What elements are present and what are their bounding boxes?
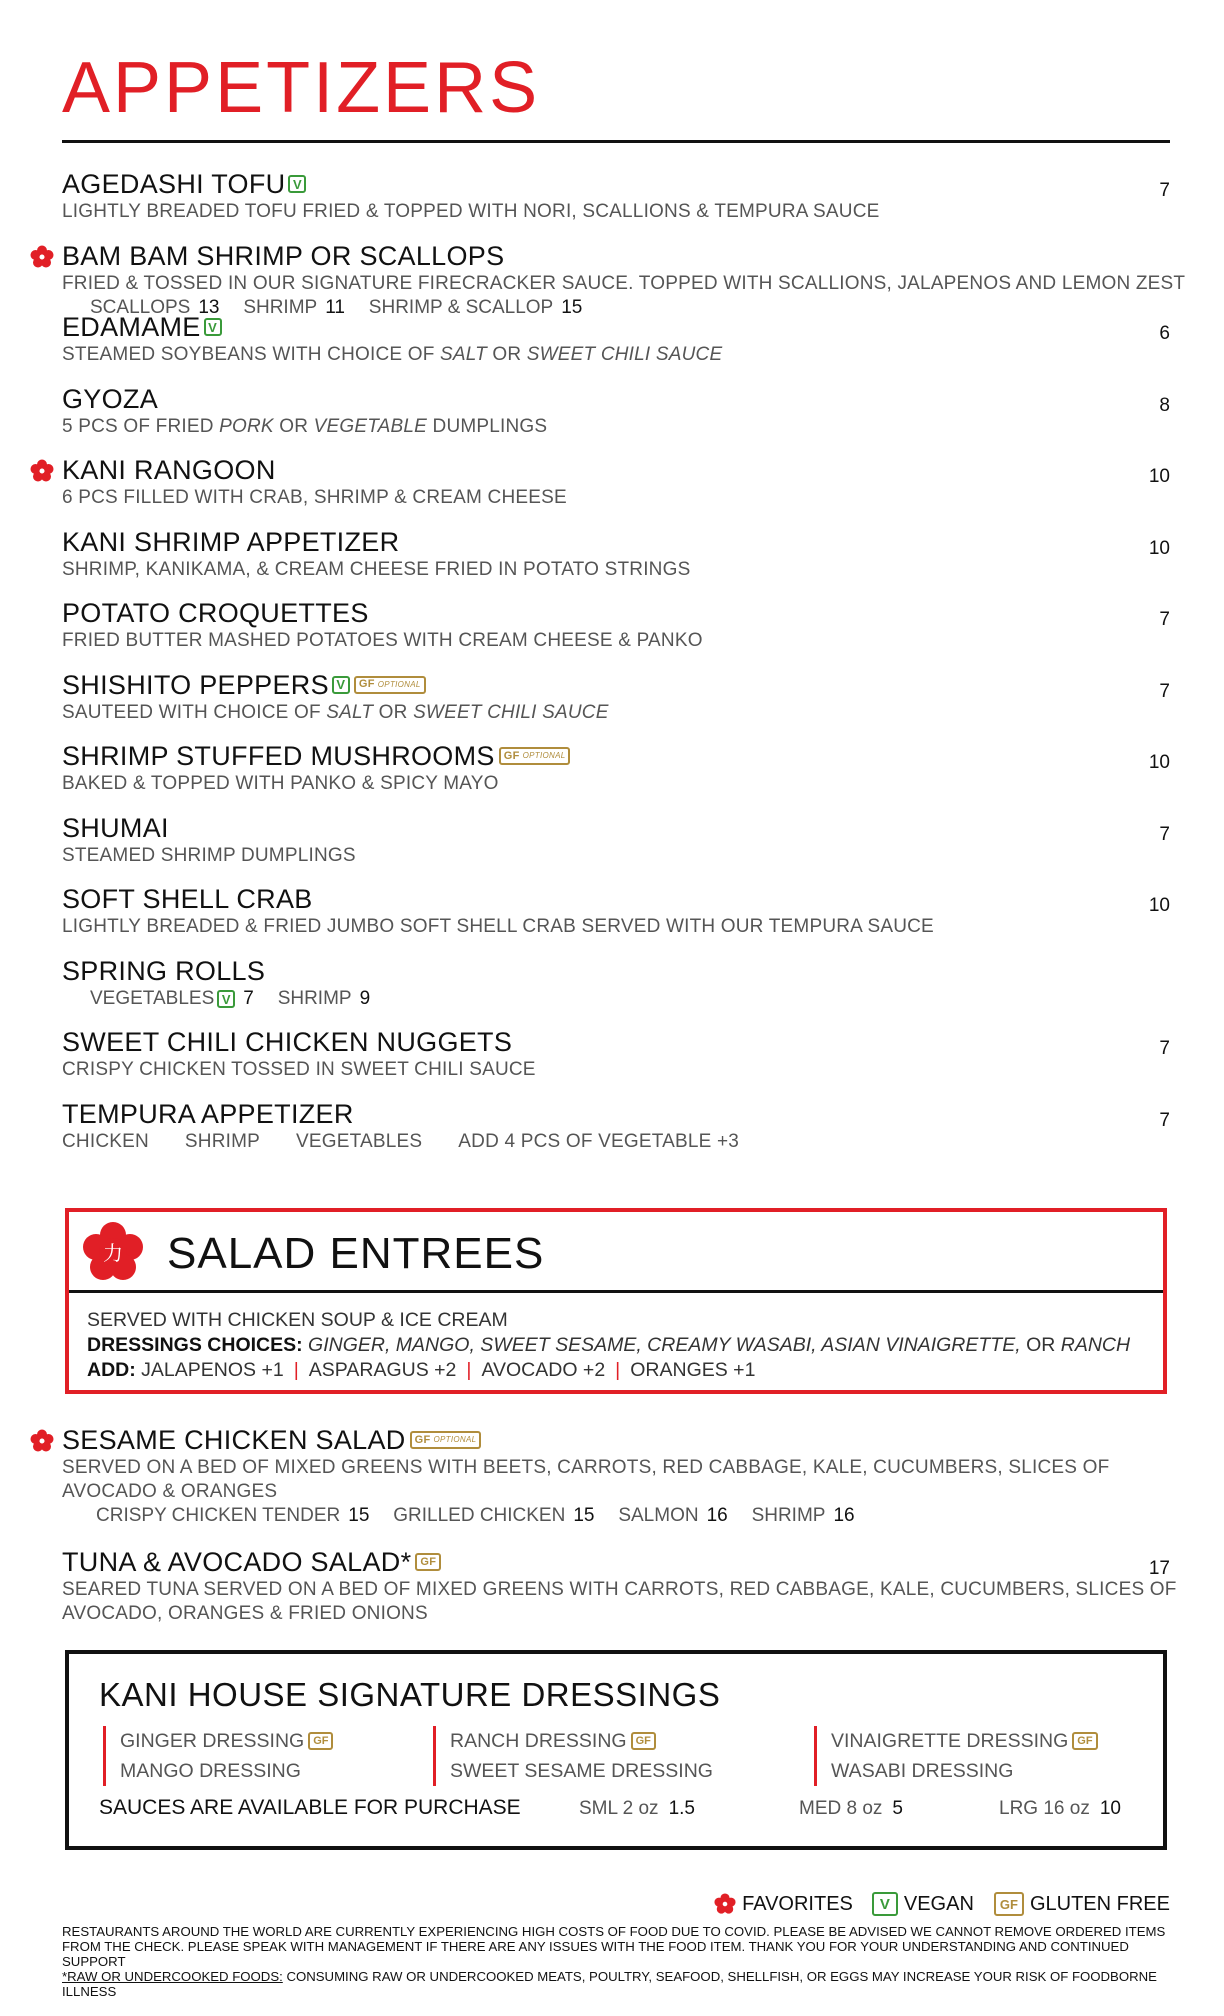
appetizers-list bbox=[62, 168, 1186, 1169]
desc-text: OR bbox=[273, 415, 314, 437]
option-label: VEGETABLES bbox=[90, 987, 215, 1009]
option-price: 13 bbox=[198, 296, 220, 318]
legend-gf-label: GLUTEN FREE bbox=[1029, 1892, 1170, 1915]
item-options bbox=[62, 1130, 1170, 1154]
option-price: 7 bbox=[243, 987, 254, 1009]
desc-choice: SWEET CHILI SAUCE bbox=[526, 344, 723, 365]
item-description: FRIED BUTTER MASHED POTATOES WITH CREAM CHEESE & PANKO bbox=[62, 630, 703, 651]
item-name-text: BAM BAM SHRIMP OR SCALLOPS bbox=[62, 240, 505, 271]
raw-food-warning bbox=[62, 1969, 1170, 1999]
gf-optional-label: OPTIONAL bbox=[377, 679, 421, 689]
desc-text: DUMPLINGS bbox=[427, 415, 548, 437]
item-name bbox=[62, 883, 1170, 915]
item-name-text: TUNA & AVOCADO SALAD* bbox=[62, 1547, 412, 1577]
desc-text: OR bbox=[486, 344, 527, 365]
dressing-item bbox=[831, 1726, 1098, 1756]
favorite-star-icon bbox=[30, 1429, 54, 1453]
item-price: 7 bbox=[1159, 680, 1170, 702]
dressing-column bbox=[103, 1726, 333, 1786]
option-label: SHRIMP bbox=[243, 296, 318, 318]
gf-optional-badge-icon: GF OPTIONAL bbox=[499, 747, 571, 765]
desc-text: STEAMED SOYBEANS WITH CHOICE OF bbox=[62, 344, 440, 365]
dressing-name: MANGO DRESSING bbox=[120, 1760, 301, 1782]
menu-item bbox=[62, 526, 1170, 598]
item-name bbox=[62, 383, 1170, 415]
size-label: LRG 16 oz bbox=[999, 1798, 1090, 1819]
addon-item: AVOCADO +2 bbox=[481, 1359, 606, 1381]
item-description: CRISPY CHICKEN TOSSED IN SWEET CHILI SAUCE bbox=[62, 1059, 536, 1080]
option-label: CRISPY CHICKEN TENDER bbox=[96, 1505, 341, 1526]
svg-text:力: 力 bbox=[103, 1241, 123, 1265]
raw-text: CONSUMING RAW OR UNDERCOOKED MEATS, POULTRY, SEAFOOD, SHELLFISH, OR EGGS MAY INCREASE YOUR RISK OF FOODBORNE ILLNESS bbox=[62, 1969, 1157, 1999]
menu-item bbox=[62, 740, 1170, 812]
item-name-text: KANI SHRIMP APPETIZER bbox=[62, 526, 400, 557]
item-name bbox=[62, 1026, 1170, 1058]
option-label: SCALLOPS bbox=[90, 296, 191, 318]
salad-section-title: SALAD ENTREES bbox=[167, 1229, 545, 1278]
desc-choice: SWEET CHILI SAUCE bbox=[413, 701, 609, 723]
item-name bbox=[62, 168, 1170, 200]
option-label: CHICKEN bbox=[62, 1130, 149, 1152]
legend-favorites-label: FAVORITES bbox=[742, 1892, 853, 1915]
salad-served-line: SERVED WITH CHICKEN SOUP & ICE CREAM bbox=[87, 1309, 508, 1331]
menu-item bbox=[62, 597, 1170, 669]
add-label: ADD: bbox=[87, 1359, 136, 1381]
addon-item: ORANGES +1 bbox=[630, 1359, 756, 1381]
option-price: 15 bbox=[573, 1505, 595, 1526]
option-price: 15 bbox=[561, 296, 583, 318]
item-name-text: SESAME CHICKEN SALAD bbox=[62, 1425, 406, 1455]
item-name-text: AGEDASHI TOFU bbox=[62, 169, 286, 199]
addon-item: JALAPENOS +1 bbox=[141, 1359, 284, 1381]
item-name bbox=[62, 1098, 1170, 1130]
salad-info bbox=[87, 1308, 1130, 1383]
addon-separator: | bbox=[615, 1359, 621, 1381]
dressings-last: RANCH bbox=[1060, 1334, 1131, 1356]
favorite-star-icon bbox=[30, 245, 54, 269]
fine-print bbox=[62, 1924, 1170, 1999]
option-label: SHRIMP bbox=[751, 1505, 826, 1526]
item-name bbox=[62, 240, 1170, 272]
size-price: 5 bbox=[892, 1798, 903, 1819]
item-name bbox=[62, 669, 1170, 701]
menu-item bbox=[62, 669, 1170, 741]
item-description: FRIED & TOSSED IN OUR SIGNATURE FIRECRACKER SAUCE. TOPPED WITH SCALLIONS, JALAPENOS AND LEMON ZEST bbox=[62, 272, 1186, 294]
item-name-text: SPRING ROLLS bbox=[62, 955, 266, 986]
desc-choice: SALT bbox=[326, 701, 374, 723]
gf-optional-badge-icon: GF OPTIONAL bbox=[354, 676, 426, 694]
item-price: 17 bbox=[1148, 1558, 1170, 1579]
gf-badge-icon: GF bbox=[308, 1732, 333, 1750]
salad-addons-line bbox=[87, 1358, 1130, 1383]
legend bbox=[698, 1892, 1170, 1916]
item-price: 10 bbox=[1148, 895, 1170, 916]
sauce-size bbox=[579, 1798, 695, 1820]
blossom-logo-icon bbox=[81, 1220, 145, 1284]
item-price: 7 bbox=[1159, 823, 1170, 845]
item-description: LIGHTLY BREADED & FRIED JUMBO SOFT SHELL CRAB SERVED WITH OUR TEMPURA SAUCE bbox=[62, 916, 934, 937]
desc-text: 5 PCS OF FRIED bbox=[62, 415, 220, 437]
size-price: 10 bbox=[1099, 1798, 1121, 1819]
dressing-item bbox=[120, 1756, 333, 1786]
menu-item bbox=[62, 812, 1170, 884]
item-name bbox=[62, 812, 1170, 844]
item-price: 7 bbox=[1159, 1038, 1170, 1059]
vegan-badge-icon: V bbox=[204, 318, 222, 336]
menu-item bbox=[62, 1026, 1170, 1098]
vegan-badge-icon: V bbox=[288, 175, 306, 193]
option-price: 11 bbox=[325, 296, 345, 318]
dressings-label: DRESSINGS CHOICES: bbox=[87, 1334, 303, 1356]
item-name-text: SHRIMP STUFFED MUSHROOMS bbox=[62, 741, 495, 771]
dressing-name: VINAIGRETTE DRESSING bbox=[831, 1730, 1069, 1752]
item-description: BAKED & TOPPED WITH PANKO & SPICY MAYO bbox=[62, 773, 499, 794]
vegan-badge-icon: V bbox=[872, 1892, 898, 1916]
dressing-column bbox=[433, 1726, 713, 1786]
item-name-text: SHISHITO PEPPERS bbox=[62, 669, 329, 700]
purchase-label: SAUCES ARE AVAILABLE FOR PURCHASE bbox=[99, 1796, 521, 1819]
item-description: AVOCADO, ORANGES & FRIED ONIONS bbox=[62, 1603, 428, 1624]
option-label: SHRIMP bbox=[277, 987, 352, 1009]
item-description: STEAMED SHRIMP DUMPLINGS bbox=[62, 844, 356, 866]
signature-title: KANI HOUSE SIGNATURE DRESSINGS bbox=[99, 1676, 721, 1713]
option-price: 16 bbox=[833, 1505, 855, 1526]
menu-item bbox=[62, 383, 1170, 455]
dressing-item bbox=[831, 1756, 1098, 1786]
item-name bbox=[62, 1424, 1170, 1456]
dressing-name: RANCH DRESSING bbox=[450, 1730, 627, 1752]
dressing-name: GINGER DRESSING bbox=[120, 1730, 305, 1752]
signature-dressings-box bbox=[65, 1650, 1167, 1850]
gf-optional-label: OPTIONAL bbox=[522, 751, 566, 760]
item-price: 6 bbox=[1159, 323, 1170, 344]
item-name-text: SOFT SHELL CRAB bbox=[62, 884, 313, 914]
option-label: VEGETABLES bbox=[296, 1130, 423, 1152]
desc-choice: PORK bbox=[219, 415, 274, 437]
legend-vegan-label: VEGAN bbox=[903, 1892, 974, 1915]
gf-badge-icon: GF bbox=[415, 1553, 441, 1571]
desc-text: SAUTEED WITH CHOICE OF bbox=[62, 701, 327, 723]
menu-item bbox=[62, 240, 1186, 318]
size-label: MED 8 oz bbox=[799, 1798, 883, 1819]
page-title: APPETIZERS bbox=[62, 48, 541, 128]
gf-badge-icon: GF bbox=[1072, 1732, 1097, 1750]
option-price: 15 bbox=[348, 1505, 370, 1526]
item-name bbox=[62, 454, 1170, 486]
item-options bbox=[62, 1504, 1170, 1528]
item-name-text: KANI RANGOON bbox=[62, 455, 276, 485]
dressing-column bbox=[814, 1726, 1098, 1786]
option-label: GRILLED CHICKEN bbox=[393, 1505, 566, 1526]
item-price: 7 bbox=[1159, 180, 1170, 201]
sauce-size bbox=[799, 1798, 903, 1820]
item-description: 6 PCS FILLED WITH CRAB, SHRIMP & CREAM CHEESE bbox=[62, 487, 567, 508]
item-description bbox=[62, 343, 1170, 367]
desc-choice: SALT bbox=[440, 344, 487, 365]
menu-item bbox=[62, 955, 1170, 1027]
dressing-item bbox=[450, 1756, 713, 1786]
menu-item bbox=[62, 1098, 1170, 1170]
dressings-list: GINGER, MANGO, SWEET SESAME, CREAMY WASABI, ASIAN VINAIGRETTE, bbox=[308, 1334, 1021, 1356]
legend-gluten-free bbox=[990, 1892, 1170, 1916]
item-description bbox=[62, 701, 1170, 725]
item-name bbox=[62, 597, 1170, 629]
option-label: SHRIMP & SCALLOP bbox=[368, 296, 554, 318]
item-name-text: GYOZA bbox=[62, 383, 159, 414]
dressings-or: OR bbox=[1020, 1334, 1061, 1356]
item-description: SEARED TUNA SERVED ON A BED OF MIXED GREENS WITH CARROTS, RED CABBAGE, KALE, CUCUMBERS, SLICES OF bbox=[62, 1579, 1177, 1600]
sauce-purchase-row bbox=[99, 1796, 1133, 1820]
item-price: 7 bbox=[1159, 1109, 1170, 1131]
item-price: 10 bbox=[1148, 752, 1170, 773]
option-price: 16 bbox=[706, 1505, 728, 1526]
salad-item bbox=[62, 1546, 1177, 1626]
salad-divider bbox=[69, 1290, 1163, 1293]
item-name bbox=[62, 955, 1170, 987]
size-label: SML 2 oz bbox=[579, 1798, 659, 1819]
salads-list bbox=[62, 1424, 1177, 1626]
gf-badge-icon: GF bbox=[631, 1732, 656, 1750]
item-description: AVOCADO & ORANGES bbox=[62, 1481, 278, 1502]
item-price: 7 bbox=[1159, 609, 1170, 630]
favorite-star-icon bbox=[714, 1893, 736, 1915]
legend-vegan bbox=[869, 1892, 974, 1916]
item-description: LIGHTLY BREADED TOFU FRIED & TOPPED WITH NORI, SCALLIONS & TEMPURA SAUCE bbox=[62, 201, 880, 222]
title-divider bbox=[62, 140, 1170, 143]
item-description bbox=[62, 415, 1170, 439]
item-price: 8 bbox=[1159, 394, 1170, 416]
dressing-name: SWEET SESAME DRESSING bbox=[450, 1760, 713, 1782]
dressing-name: WASABI DRESSING bbox=[831, 1760, 1014, 1782]
item-name bbox=[62, 311, 1170, 343]
sauce-size bbox=[999, 1798, 1121, 1820]
favorite-star-icon bbox=[30, 459, 54, 483]
item-name bbox=[62, 740, 1170, 772]
covid-notice: RESTAURANTS AROUND THE WORLD ARE CURRENTLY EXPERIENCING HIGH COSTS OF FOOD DUE TO COVID. PLEASE BE ADVISED WE CANNOT REMOVE ORDERED ITEMS FROM THE CHECK. PLEASE SPEAK WITH MANAGEMENT IF THERE ARE ANY ISSUES WITH THE FOOD ITEM. THANK YOU FOR YOUR UNDERSTANDING AND CONTINUED SUPPORT bbox=[62, 1924, 1166, 1969]
gf-badge-icon: GF bbox=[994, 1892, 1024, 1916]
addon-separator: | bbox=[466, 1359, 472, 1381]
dressing-item bbox=[120, 1726, 333, 1756]
item-name-text: POTATO CROQUETTES bbox=[62, 598, 369, 628]
item-description: SERVED ON A BED OF MIXED GREENS WITH BEETS, CARROTS, RED CABBAGE, KALE, CUCUMBERS, SLICES OF bbox=[62, 1457, 1110, 1478]
item-name-text: SHUMAI bbox=[62, 812, 169, 843]
item-name bbox=[62, 1546, 1170, 1578]
size-price: 1.5 bbox=[668, 1798, 695, 1819]
item-name-text: TEMPURA APPETIZER bbox=[62, 1098, 354, 1129]
item-options bbox=[62, 987, 1170, 1011]
option-price: 9 bbox=[359, 987, 371, 1009]
gf-optional-label: OPTIONAL bbox=[433, 1435, 477, 1444]
salad-entrees-box bbox=[65, 1208, 1167, 1394]
menu-item bbox=[62, 883, 1170, 955]
menu-item bbox=[62, 168, 1170, 240]
item-name bbox=[62, 526, 1170, 558]
option-label: SHRIMP bbox=[184, 1130, 261, 1152]
vegan-badge-icon: V bbox=[217, 990, 235, 1008]
item-price: 10 bbox=[1148, 537, 1170, 559]
vegan-badge-icon: V bbox=[332, 676, 350, 694]
item-name-text: SWEET CHILI CHICKEN NUGGETS bbox=[62, 1027, 513, 1057]
desc-text: OR bbox=[373, 701, 414, 723]
menu-item bbox=[62, 454, 1170, 526]
raw-label: *RAW OR UNDERCOOKED FOODS: bbox=[62, 1969, 283, 1984]
addon-item: ASPARAGUS +2 bbox=[308, 1359, 457, 1381]
item-price: 10 bbox=[1148, 466, 1170, 487]
option-label: ADD 4 PCS OF VEGETABLE +3 bbox=[458, 1130, 740, 1152]
menu-item bbox=[62, 311, 1170, 383]
legend-favorites bbox=[714, 1893, 853, 1916]
addon-separator: | bbox=[293, 1359, 299, 1381]
salad-item bbox=[62, 1424, 1170, 1546]
salad-dressings-line bbox=[87, 1333, 1130, 1358]
item-description: SHRIMP, KANIKAMA, & CREAM CHEESE FRIED IN POTATO STRINGS bbox=[62, 558, 691, 580]
option-label: SALMON bbox=[618, 1505, 699, 1526]
desc-choice: VEGETABLE bbox=[313, 415, 428, 437]
dressing-item bbox=[450, 1726, 713, 1756]
item-name-text: EDAMAME bbox=[62, 312, 201, 342]
gf-optional-badge-icon: GF OPTIONAL bbox=[410, 1431, 482, 1449]
